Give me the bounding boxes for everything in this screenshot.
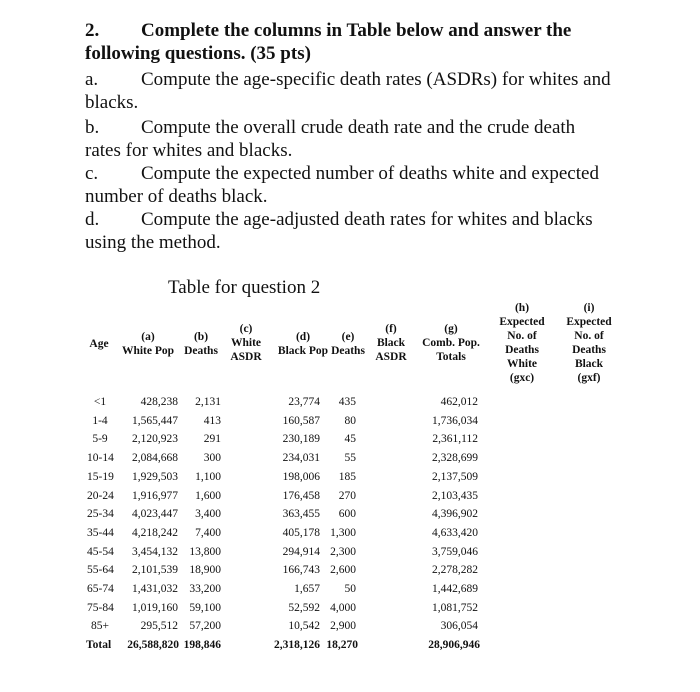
cell-white-deaths: 1,600 — [195, 489, 221, 502]
header-f-line: Black — [376, 337, 406, 349]
cell-black-deaths: 1,300 — [330, 526, 356, 539]
cell-total-white-pop: 26,588,820 — [127, 639, 179, 652]
cell-total-comb-pop: 28,906,946 — [428, 639, 480, 652]
cell-black-pop: 1,657 — [294, 583, 320, 595]
part-b — [85, 116, 645, 162]
cell-age: 5-9 — [92, 433, 108, 446]
header-c-line: ASDR — [230, 351, 262, 363]
cell-age: 1-4 — [92, 414, 108, 427]
question-title-line2: following questions. (35 pts) — [85, 43, 311, 64]
cell-comb-pop: 1,081,752 — [432, 601, 478, 614]
header-age: Age — [89, 338, 109, 350]
header-c — [225, 322, 267, 364]
cell-age: 45-54 — [87, 545, 114, 558]
header-a — [115, 330, 181, 358]
part-text-line1: Compute the overall crude death rate and the crude death — [141, 117, 576, 138]
cell-black-deaths: 2,300 — [330, 545, 356, 558]
part-c — [85, 162, 645, 208]
cell-age: 55-64 — [87, 564, 114, 577]
header-i-line: Black — [574, 358, 604, 370]
cell-comb-pop: 2,278,282 — [432, 564, 478, 577]
cell-white-pop: 1,916,977 — [132, 489, 178, 502]
header-g — [415, 322, 487, 364]
cell-comb-pop: 462,012 — [440, 396, 478, 408]
cell-age: 65-74 — [87, 583, 114, 595]
header-h-line: White — [506, 358, 538, 370]
cell-white-pop: 2,101,539 — [132, 564, 178, 577]
header-i-line: Expected — [566, 316, 612, 328]
cell-black-pop: 52,592 — [288, 601, 320, 614]
header-i-line: No. of — [574, 330, 604, 342]
cell-white-deaths: 2,131 — [195, 396, 221, 408]
part-text-line2: using the method. — [85, 232, 221, 253]
header-i-line: (i) — [583, 302, 595, 314]
header-h-line: Deaths — [505, 344, 539, 356]
cell-white-pop: 2,120,923 — [132, 433, 178, 446]
cell-black-deaths: 600 — [338, 508, 356, 521]
cell-white-deaths: 413 — [203, 414, 221, 427]
part-d — [85, 208, 645, 254]
part-text-line2: rates for whites and blacks. — [85, 140, 293, 161]
cell-black-deaths: 435 — [338, 396, 356, 408]
header-b-line: Deaths — [184, 345, 218, 357]
cell-comb-pop: 4,396,902 — [432, 508, 478, 521]
header-c-line: (c) — [239, 323, 253, 335]
cell-black-pop: 23,774 — [288, 396, 320, 408]
header-i — [560, 301, 618, 385]
question-title-line1: Complete the columns in Table below and answer the — [141, 20, 572, 41]
cell-black-pop: 10,542 — [288, 620, 320, 633]
header-g-line: Totals — [436, 351, 466, 363]
header-f — [370, 322, 412, 364]
cell-black-deaths: 80 — [344, 414, 356, 427]
part-a — [85, 68, 645, 114]
cell-white-deaths: 3,400 — [195, 508, 221, 521]
cell-comb-pop: 4,633,420 — [432, 526, 478, 539]
cell-comb-pop: 3,759,046 — [432, 545, 478, 558]
cell-comb-pop: 2,137,509 — [432, 470, 478, 483]
cell-black-deaths: 45 — [344, 433, 356, 446]
cell-black-pop: 234,031 — [282, 452, 320, 465]
header-h-line: (gxc) — [509, 372, 535, 384]
part-text-line1: Compute the age-adjusted death rates for whites and blacks — [141, 209, 593, 230]
cell-black-deaths: 270 — [338, 489, 356, 502]
cell-white-pop: 1,929,503 — [132, 470, 178, 483]
question-number: 2. — [85, 20, 100, 41]
cell-black-deaths: 4,000 — [330, 601, 356, 614]
cell-white-pop: 4,218,242 — [132, 526, 178, 539]
header-h — [493, 301, 551, 385]
cell-age: 85+ — [91, 620, 109, 633]
header-g-line: Comb. Pop. — [422, 337, 480, 349]
part-letter: b. — [85, 117, 100, 138]
cell-age: <1 — [93, 396, 107, 408]
cell-white-pop: 295,512 — [140, 620, 178, 633]
header-h-line: No. of — [507, 330, 537, 342]
part-text-line1: Compute the expected number of deaths white and expected — [141, 163, 599, 184]
cell-comb-pop: 2,361,112 — [432, 433, 478, 446]
cell-white-deaths: 7,400 — [195, 526, 221, 539]
cell-black-pop: 160,587 — [282, 414, 320, 427]
header-e — [325, 330, 371, 358]
header-e-line: Deaths — [331, 345, 365, 357]
cell-age: 35-44 — [87, 526, 114, 539]
cell-age: 10-14 — [87, 452, 114, 465]
part-letter: d. — [85, 209, 100, 230]
header-i-line: (gxf) — [577, 372, 601, 384]
table-caption: Table for question 2 — [168, 277, 321, 298]
cell-white-pop: 1,431,032 — [132, 583, 178, 595]
cell-white-pop: 4,023,447 — [132, 508, 178, 521]
cell-age: 75-84 — [87, 601, 114, 614]
header-a-line: (a) — [141, 331, 155, 343]
cell-comb-pop: 1,442,689 — [432, 583, 478, 595]
header-d-line: (d) — [295, 331, 311, 343]
header-d-line: Black Pop — [277, 345, 329, 357]
header-h-line: Expected — [499, 316, 545, 328]
header-b — [179, 330, 223, 358]
header-i-line: Deaths — [572, 344, 606, 356]
cell-comb-pop: 2,328,699 — [432, 452, 478, 465]
cell-black-pop: 176,458 — [282, 489, 320, 502]
cell-white-deaths: 18,900 — [189, 564, 221, 577]
cell-white-pop: 1,019,160 — [132, 601, 178, 614]
cell-white-deaths: 1,100 — [195, 470, 221, 483]
cell-black-pop: 363,455 — [282, 508, 320, 521]
cell-total-black-pop: 2,318,126 — [274, 639, 320, 652]
cell-black-deaths: 50 — [344, 583, 356, 595]
cell-black-deaths: 185 — [338, 470, 356, 483]
cell-black-deaths: 2,600 — [330, 564, 356, 577]
header-f-line: (f) — [385, 323, 397, 335]
cell-black-pop: 405,178 — [282, 526, 320, 539]
cell-white-pop: 428,238 — [140, 396, 178, 408]
cell-black-pop: 230,189 — [282, 433, 320, 446]
cell-white-deaths: 57,200 — [189, 620, 221, 633]
cell-white-deaths: 13,800 — [189, 545, 221, 558]
cell-age: 25-34 — [87, 508, 114, 521]
cell-age: 15-19 — [87, 470, 114, 483]
cell-age: 20-24 — [87, 489, 114, 502]
part-text-line1: Compute the age-specific death rates (ASDRs) for whites and — [141, 69, 611, 90]
cell-comb-pop: 1,736,034 — [432, 414, 478, 427]
cell-white-pop: 2,084,668 — [132, 452, 178, 465]
part-letter: c. — [85, 163, 99, 184]
header-c-line: White — [230, 337, 262, 349]
cell-white-deaths: 291 — [203, 433, 221, 446]
cell-black-deaths: 2,900 — [330, 620, 356, 633]
cell-white-deaths: 59,100 — [189, 601, 221, 614]
cell-white-deaths: 33,200 — [189, 583, 221, 595]
header-e-line: (e) — [341, 331, 355, 343]
part-text-line2: number of deaths black. — [85, 186, 268, 207]
cell-black-deaths: 55 — [344, 452, 356, 465]
cell-black-pop: 166,743 — [282, 564, 320, 577]
cell-comb-pop: 2,103,435 — [432, 489, 478, 502]
header-a-line: White Pop — [121, 345, 175, 357]
cell-black-pop: 294,914 — [282, 545, 320, 558]
cell-total-white-deaths: 198,846 — [183, 639, 221, 652]
cell-white-pop: 1,565,447 — [132, 414, 178, 427]
cell-total-label: Total — [86, 639, 112, 652]
cell-black-pop: 198,006 — [282, 470, 320, 483]
cell-total-black-deaths: 18,270 — [326, 639, 358, 652]
header-g-line: (g) — [444, 323, 458, 335]
header-b-line: (b) — [193, 331, 209, 343]
cell-comb-pop: 306,054 — [440, 620, 478, 633]
header-h-line: (h) — [514, 302, 530, 314]
header-f-line: ASDR — [375, 351, 407, 363]
part-letter: a. — [85, 69, 99, 90]
part-text-line2: blacks. — [85, 92, 139, 113]
cell-white-deaths: 300 — [203, 452, 221, 465]
cell-white-pop: 3,454,132 — [132, 545, 178, 558]
